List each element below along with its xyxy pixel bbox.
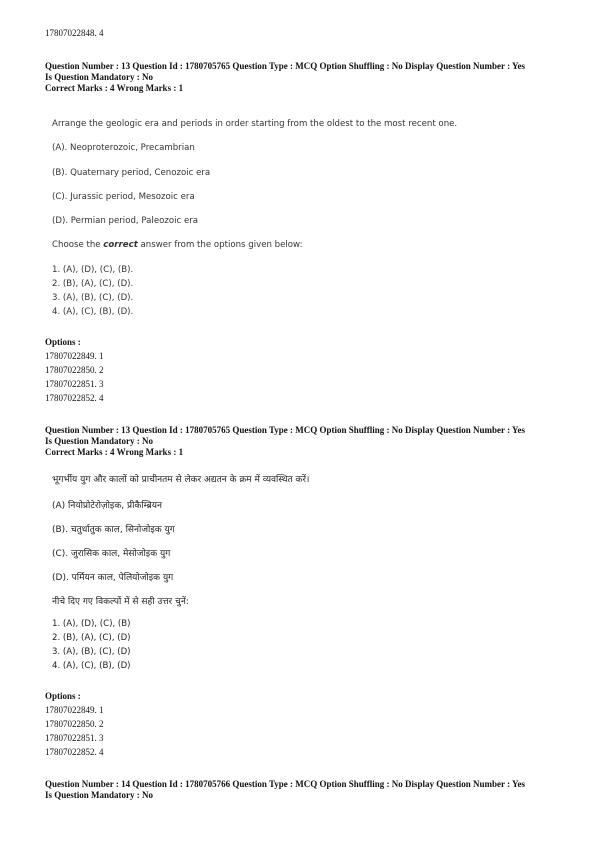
choose-instruction: Choose the correct answer from the options given below: — [52, 240, 303, 250]
marks-line: Correct Marks : 4 Wrong Marks : 1 — [45, 83, 184, 93]
option-id: 17807022849. 1 — [45, 351, 104, 361]
marks-line: Correct Marks : 4 Wrong Marks : 1 — [45, 447, 184, 457]
question-meta-line: Question Number : 13 Question Id : 1780705765 Question Type : MCQ Option Shuffling : No Display Question Number : Yes — [45, 61, 526, 71]
option-id: 17807022849. 1 — [45, 705, 104, 715]
question-meta-line: Question Number : 13 Question Id : 1780705765 Question Type : MCQ Option Shuffling : No Display Question Number : Yes — [45, 425, 526, 435]
option-id: 17807022852. 4 — [45, 393, 104, 403]
question-text: भूगर्भीय युग और कालों को प्राचीनतम से लेकर अद्यतन के क्रम में व्यवस्थित करें। — [52, 475, 310, 485]
answer-1: 1. (A), (D), (C), (B) — [52, 619, 131, 629]
answer-4: 4. (A), (C), (B), (D). — [52, 307, 134, 317]
item-d: (D). पर्मियन काल, पेलियोजोइक युग — [52, 573, 174, 583]
options-list — [45, 336, 104, 405]
answer-2: 2. (B), (A), (C), (D) — [52, 633, 131, 643]
answer-4: 4. (A), (C), (B), (D) — [52, 661, 131, 671]
question-text: Arrange the geologic era and periods in order starting from the oldest to the most recent one. — [52, 119, 458, 129]
options-list — [45, 690, 104, 759]
question-meta-line: Question Number : 14 Question Id : 1780705766 Question Type : MCQ Option Shuffling : No Display Question Number : Yes — [45, 779, 526, 789]
question-header — [45, 61, 560, 94]
answer-1: 1. (A), (D), (C), (B). — [52, 265, 134, 275]
option-id: 17807022852. 4 — [45, 747, 104, 757]
item-b: (B). चतुर्धातुक काल, सिनोजोइक युग — [52, 525, 175, 535]
option-id: 17807022850. 2 — [45, 719, 104, 729]
prev-option-id: 17807022848. 4 — [45, 28, 104, 38]
item-b: (B). Quaternary period, Cenozoic era — [52, 168, 211, 178]
item-a: (A). Neoproterozoic, Precambrian — [52, 143, 195, 153]
question-header — [45, 779, 560, 801]
choose-instruction: नीचे दिए गए विकल्पों में से सही उत्तर चुनें: — [52, 597, 189, 607]
item-c: (C). जुरासिक काल, मेसोजोइक युग — [52, 549, 171, 559]
answer-3: 3. (A), (B), (C), (D) — [52, 647, 131, 657]
item-d: (D). Permian period, Paleozoic era — [52, 216, 199, 226]
mandatory-line: Is Question Mandatory : No — [45, 790, 154, 800]
option-id: 17807022851. 3 — [45, 379, 104, 389]
option-id: 17807022850. 2 — [45, 365, 104, 375]
answer-3: 3. (A), (B), (C), (D). — [52, 293, 134, 303]
options-label: Options : — [45, 337, 81, 347]
options-label: Options : — [45, 691, 81, 701]
question-header — [45, 425, 560, 458]
answer-2: 2. (B), (A), (C), (D). — [52, 279, 134, 289]
item-a: (A) नियोप्रोटेरोज़ोइक, प्रीकैम्ब्रियन — [52, 501, 162, 511]
mandatory-line: Is Question Mandatory : No — [45, 72, 154, 82]
option-id: 17807022851. 3 — [45, 733, 104, 743]
item-c: (C). Jurassic period, Mesozoic era — [52, 192, 195, 202]
mandatory-line: Is Question Mandatory : No — [45, 436, 154, 446]
